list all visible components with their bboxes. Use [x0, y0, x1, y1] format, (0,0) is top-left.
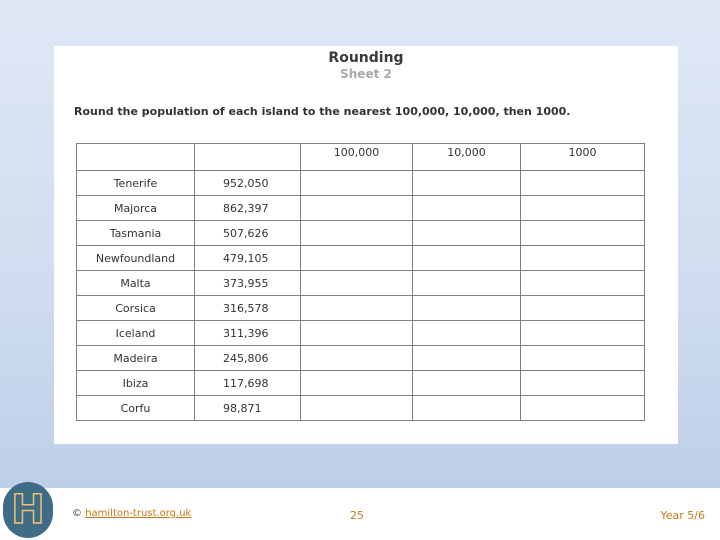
answer-cell-10000	[413, 171, 521, 196]
island-name: Tasmania	[77, 221, 195, 246]
answer-cell-100000	[301, 221, 413, 246]
table-row	[77, 271, 645, 296]
answer-cell-100000	[301, 246, 413, 271]
answer-cell-10000	[413, 196, 521, 221]
answer-cell-10000	[413, 321, 521, 346]
hamilton-logo	[3, 482, 53, 538]
island-name: Corfu	[77, 396, 195, 421]
answer-cell-100000	[301, 371, 413, 396]
header-1000: 1000	[521, 144, 645, 171]
answer-cell-1000	[521, 171, 645, 196]
answer-cell-1000	[521, 196, 645, 221]
table-row	[77, 346, 645, 371]
worksheet-title: Rounding	[328, 50, 404, 66]
island-name: Majorca	[77, 196, 195, 221]
answer-cell-1000	[521, 296, 645, 321]
island-name: Newfoundland	[77, 246, 195, 271]
header-island	[77, 144, 195, 171]
island-population: 507,626	[195, 221, 301, 246]
island-population: 245,806	[195, 346, 301, 371]
table-row	[77, 321, 645, 346]
answer-cell-10000	[413, 221, 521, 246]
island-population: 316,578	[195, 296, 301, 321]
island-population: 862,397	[195, 196, 301, 221]
answer-cell-10000	[413, 246, 521, 271]
table-row	[77, 371, 645, 396]
answer-cell-100000	[301, 396, 413, 421]
table-row	[77, 296, 645, 321]
answer-cell-1000	[521, 246, 645, 271]
answer-cell-10000	[413, 296, 521, 321]
island-name: Corsica	[77, 296, 195, 321]
island-population: 117,698	[195, 371, 301, 396]
year-label: Year 5/6	[660, 509, 705, 522]
worksheet-subtitle: Sheet 2	[340, 67, 392, 81]
copyright-link[interactable]: hamilton-trust.org.uk	[85, 508, 192, 519]
copyright-symbol: ©	[72, 508, 82, 519]
table-row	[77, 171, 645, 196]
worksheet-image	[54, 46, 678, 444]
answer-cell-100000	[301, 271, 413, 296]
header-10000: 10,000	[413, 144, 521, 171]
table-row	[77, 246, 645, 271]
table-row	[77, 396, 645, 421]
island-population: 311,396	[195, 321, 301, 346]
answer-cell-100000	[301, 321, 413, 346]
answer-cell-1000	[521, 346, 645, 371]
table-row	[77, 221, 645, 246]
answer-cell-100000	[301, 296, 413, 321]
copyright-notice	[72, 508, 191, 519]
answer-cell-10000	[413, 371, 521, 396]
island-name: Iceland	[77, 321, 195, 346]
island-name: Tenerife	[77, 171, 195, 196]
answer-cell-1000	[521, 371, 645, 396]
answer-cell-10000	[413, 346, 521, 371]
answer-cell-1000	[521, 321, 645, 346]
answer-cell-1000	[521, 396, 645, 421]
island-population: 98,871	[195, 396, 301, 421]
page-number: 25	[350, 509, 364, 522]
island-name: Ibiza	[77, 371, 195, 396]
island-name: Malta	[77, 271, 195, 296]
rounding-table	[76, 143, 645, 421]
header-population	[195, 144, 301, 171]
table-header-row	[77, 144, 645, 171]
answer-cell-10000	[413, 271, 521, 296]
answer-cell-10000	[413, 396, 521, 421]
island-population: 373,955	[195, 271, 301, 296]
answer-cell-100000	[301, 171, 413, 196]
island-population: 479,105	[195, 246, 301, 271]
worksheet-instructions: Round the population of each island to the nearest 100,000, 10,000, then 1000.	[74, 105, 571, 118]
island-population: 952,050	[195, 171, 301, 196]
answer-cell-100000	[301, 196, 413, 221]
answer-cell-1000	[521, 271, 645, 296]
header-100000: 100,000	[301, 144, 413, 171]
answer-cell-1000	[521, 221, 645, 246]
table-row	[77, 196, 645, 221]
footer-bar	[0, 488, 720, 540]
answer-cell-100000	[301, 346, 413, 371]
logo-letter: H	[11, 487, 45, 533]
island-name: Madeira	[77, 346, 195, 371]
